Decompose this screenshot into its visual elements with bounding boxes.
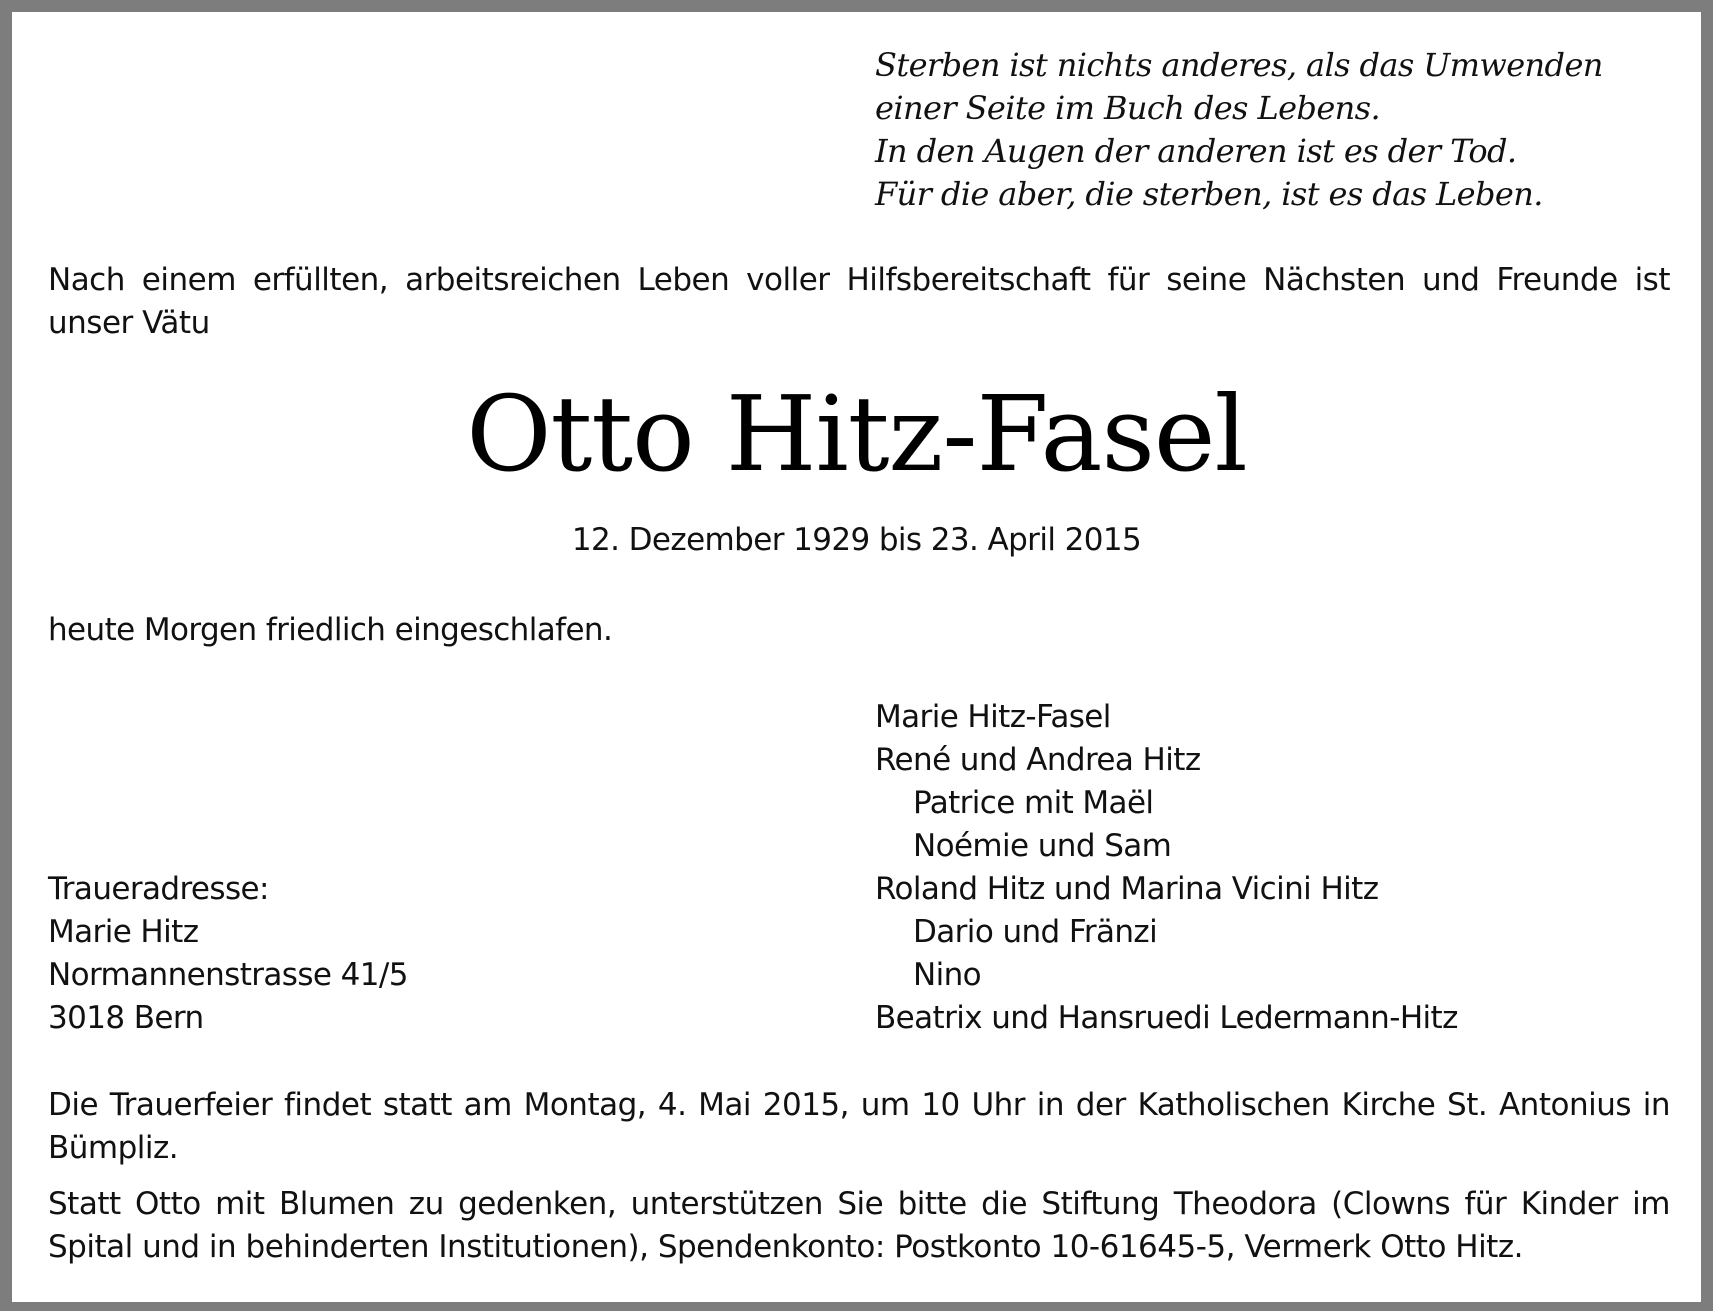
passing-text: heute Morgen friedlich eingeschlafen.: [48, 612, 613, 648]
mourner-line: Noémie und Sam: [913, 828, 1172, 864]
address-street: Normannenstrasse 41/5: [48, 957, 408, 993]
donation-text: Statt Otto mit Blumen zu gedenken, unterstützen Sie bitte die Stiftung Theodora (Clowns für Kinder im Spital und in behinderten Institutionen), Spendenkonto: Postkonto 10-61645-5, Vermerk Otto Hitz.: [48, 1186, 1670, 1265]
mourners-list: [875, 696, 1458, 1040]
poem-quote: [875, 44, 1603, 216]
poem-line: Sterben ist nichts anderes, als das Umwenden: [875, 46, 1603, 84]
mourner-line: Patrice mit Maël: [913, 785, 1154, 821]
ceremony-text: Die Trauerfeier findet statt am Montag, 4. Mai 2015, um 10 Uhr in der Katholischen Kirche St. Antonius in Bümpliz.: [48, 1087, 1670, 1166]
intro-text: Nach einem erfüllten, arbeitsreichen Leben voller Hilfsbereitschaft für seine Nächsten und Freunde ist unser Vätu: [48, 262, 1670, 341]
mourning-address: [48, 868, 408, 1040]
address-city: 3018 Bern: [48, 1000, 204, 1036]
mourner-line: Marie Hitz-Fasel: [875, 699, 1111, 735]
mourner-line: Roland Hitz und Marina Vicini Hitz: [875, 871, 1379, 907]
deceased-name: Otto Hitz-Fasel: [466, 373, 1247, 495]
poem-line: In den Augen der anderen ist es der Tod.: [875, 132, 1517, 170]
mourner-line: Beatrix und Hansruedi Ledermann-Hitz: [875, 1000, 1458, 1036]
poem-line: Für die aber, die sterben, ist es das Leben.: [875, 175, 1543, 213]
life-dates: 12. Dezember 1929 bis 23. April 2015: [571, 522, 1142, 558]
mourner-line: René und Andrea Hitz: [875, 742, 1201, 778]
mourner-line: Dario und Fränzi: [913, 914, 1158, 950]
mourner-line: Nino: [913, 957, 982, 993]
address-label: Traueradresse:: [48, 871, 269, 907]
poem-line: einer Seite im Buch des Lebens.: [875, 89, 1381, 127]
address-name: Marie Hitz: [48, 914, 199, 950]
